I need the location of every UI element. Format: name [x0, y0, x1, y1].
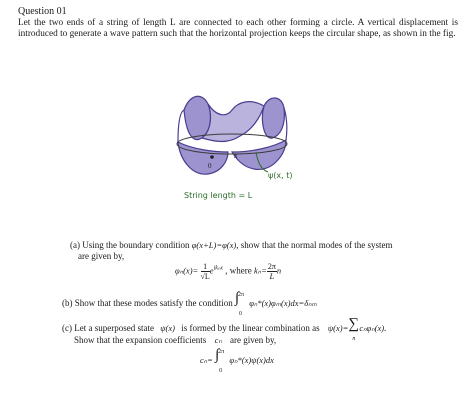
- wave-back-lobe-right: [262, 98, 284, 138]
- wave-center-band: [202, 102, 264, 142]
- question-title: Question 01: [18, 6, 67, 17]
- part-b: (b) Show that these modes satisfy the condition 2π ∫ 0 φₙ*(x)φₘ(x)dx=δₙₘ: [62, 290, 317, 317]
- origin-label: 0: [208, 162, 212, 170]
- part-a-equation: φₙ(x)= $\frac{1}{√L}$ $e^{ik_nx}$ , where kₙ= $\frac{2\pi}{L}$ n: [175, 262, 282, 281]
- psi-label: ψ(x, t): [268, 171, 292, 180]
- part-c-line1: (c) Let a superposed state ψ(x) is formed by the linear combination as ψ(x)= ∑ n cₙφₙ(x).: [62, 316, 387, 342]
- x-label: x: [234, 151, 238, 160]
- wave-figure: [172, 86, 292, 204]
- part-a-line1: (a) Using the boundary condition φ(x+L)=φ(x), show that the normal modes of the system: [70, 240, 393, 250]
- part-a-line2: are given by,: [78, 251, 125, 261]
- question-intro: Let the two ends of a string of length L are connected to each other forming a circle. A vertical displacement is introduced to generate a wave pattern such that the horizontal projection keeps the circular shape, as shown in the fig.: [18, 18, 458, 40]
- wave-front-lobe-right: [232, 140, 286, 169]
- boundary-condition: φ(x+L)=φ(x): [191, 240, 237, 250]
- part-c-equation: cₙ= 2π ∫ 0 φₙ*(x)ψ(x)dx: [200, 347, 274, 374]
- string-length-label: String length = L: [184, 191, 253, 200]
- origin-dot: [210, 155, 214, 159]
- part-c-line2: Show that the expansion coefficients cₙ are given by,: [74, 335, 277, 345]
- wave-front-lobe-left: [178, 142, 228, 174]
